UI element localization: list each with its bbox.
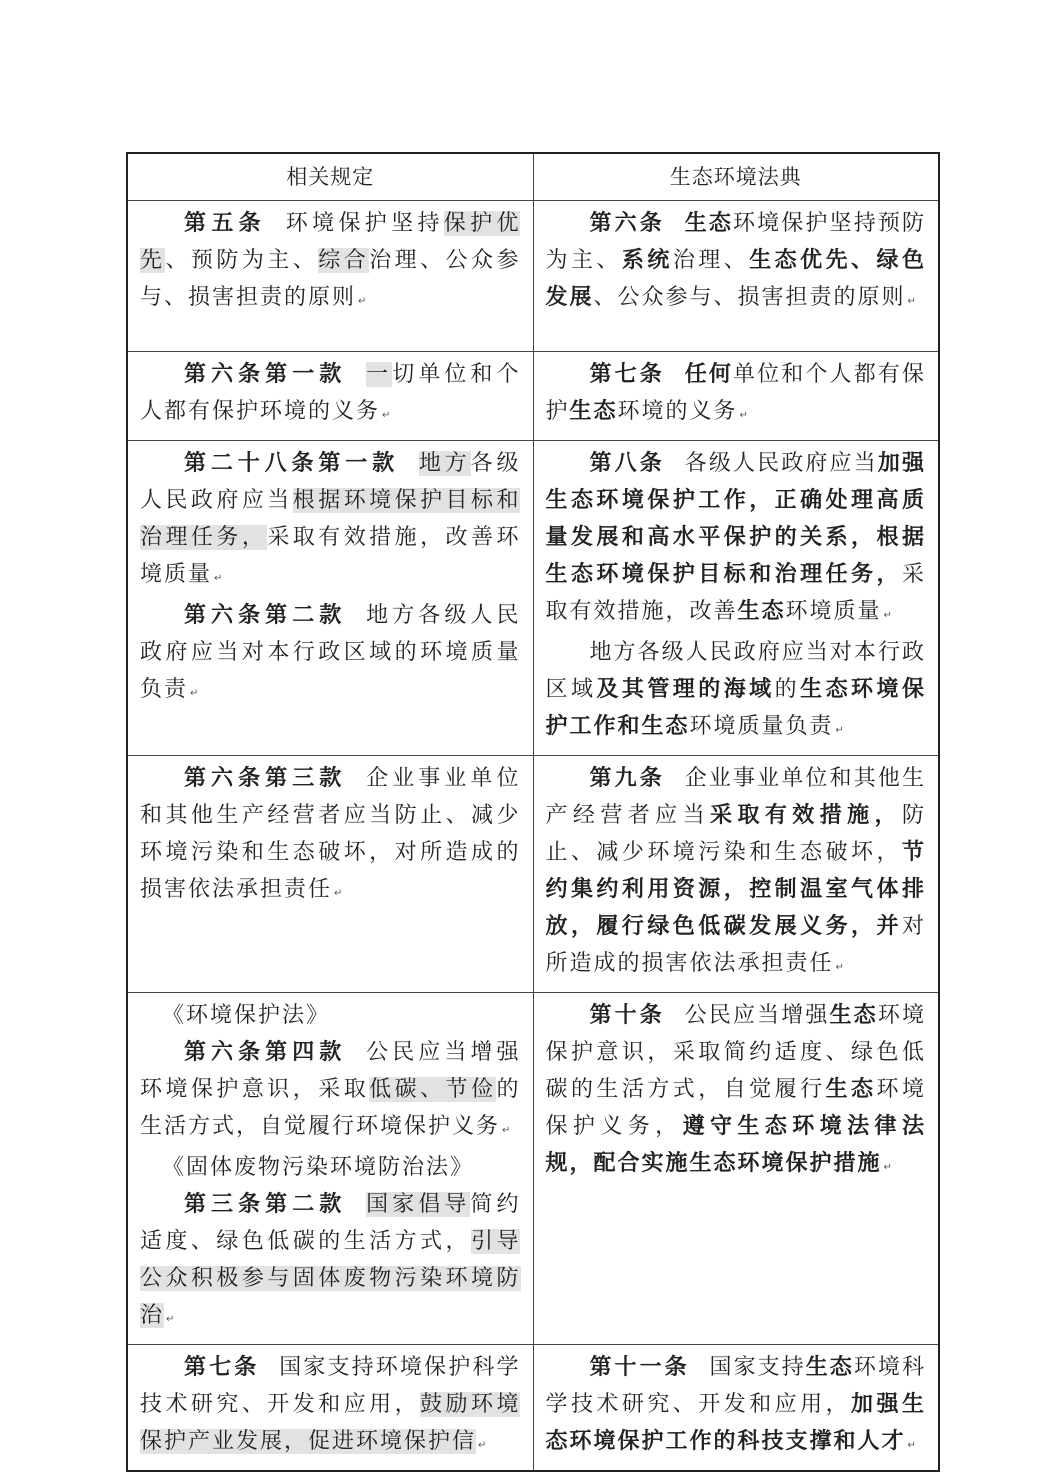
paragraph-mark-icon: ↵ <box>190 688 199 699</box>
text-segment: 地方各级人民政府应当对本行政区域的环境质量负责 <box>140 603 521 702</box>
table-row <box>127 352 939 441</box>
text-segment: 企业事业单位和其他生产经营者应当 <box>545 766 926 828</box>
bold-text: 遵守生态环境法律法规，配合实施生态环境保护措施 <box>545 1114 926 1176</box>
text-segment: 公民应当增强环境保护意识，采取 <box>140 1040 521 1102</box>
text-segment: 治理、 <box>672 248 750 273</box>
provision-paragraph <box>140 445 521 597</box>
table-row <box>127 441 939 756</box>
paragraph-mark-icon: ↵ <box>478 1440 487 1451</box>
provision-paragraph <box>140 1186 521 1338</box>
paragraph-mark-icon: ↵ <box>358 296 367 307</box>
article-number: 第七条 <box>589 362 665 387</box>
article-number: 第十条 <box>589 1003 665 1028</box>
bold-text: 节约集约利用资源，控制温室气体排放，履行绿色低碳发展义务，并 <box>545 840 926 939</box>
provision-paragraph <box>140 356 521 434</box>
paragraph-mark-icon: ↵ <box>907 296 916 307</box>
bold-text: 系统 <box>621 248 673 273</box>
provision-paragraph <box>140 205 521 320</box>
cell-right <box>533 1345 939 1472</box>
text-segment: 、预防为主、 <box>165 248 319 273</box>
paragraph-mark-icon: ↵ <box>739 410 748 421</box>
bold-text: 生态 <box>569 399 618 424</box>
paragraph-mark-icon: ↵ <box>166 1314 175 1325</box>
provision-paragraph <box>546 1349 927 1464</box>
article-number: 第十一条 <box>589 1355 690 1380</box>
text-segment: 环境保护坚持 <box>285 211 444 236</box>
article-number: 第三条第二款 <box>184 1192 347 1217</box>
table-row <box>127 756 939 993</box>
paragraph-mark-icon: ↵ <box>883 1162 892 1173</box>
bold-text: 生态优先、绿色发展 <box>545 248 926 310</box>
bold-text: 生态 <box>684 211 733 236</box>
bold-text: 加强生态环境保护工作的科技支撑和人才 <box>545 1392 926 1454</box>
header-row <box>127 153 939 201</box>
highlighted-text: 一 <box>366 362 393 387</box>
highlighted-text: 低碳、节俭 <box>369 1077 497 1102</box>
highlighted-text: 国家倡导 <box>366 1192 471 1217</box>
bold-text: 生态环境保护工作和生态 <box>545 677 926 739</box>
paragraph-mark-icon: ↵ <box>907 1440 916 1451</box>
provision-paragraph <box>140 1034 521 1149</box>
article-number: 第六条 <box>589 211 665 236</box>
text-segment: 的生活方式，自觉履行环境保护义务 <box>140 1077 521 1139</box>
text-segment: 各级人民政府应当 <box>140 451 521 513</box>
cell-right <box>533 756 939 993</box>
text-segment: 、公众参与、损害担责的原则 <box>593 285 906 310</box>
paragraph-mark-icon: ↵ <box>382 410 391 421</box>
text-segment: 企业事业单位和其他生产经营者应当防止、减少环境污染和生态破坏，对所造成的损害依法承担责任 <box>140 766 521 902</box>
highlighted-text: 地方 <box>418 451 471 476</box>
article-number: 第二十八条第一款 <box>184 451 400 476</box>
paragraph-mark-icon: ↵ <box>334 888 343 899</box>
article-number: 第七条 <box>184 1355 260 1380</box>
text-segment: 环境保护坚持预防为主、 <box>545 211 926 273</box>
table-row <box>127 201 939 352</box>
text-segment: 环境保护意识，采取简约适度、绿色低碳的生活方式，自觉履行 <box>545 1003 926 1102</box>
provision-paragraph <box>140 597 521 712</box>
header-eco-code: 生态环境法典 <box>533 153 939 201</box>
paragraph-mark-icon: ↵ <box>502 1125 511 1136</box>
article-number: 第八条 <box>589 451 665 476</box>
text-segment: 对所造成的损害依法承担责任 <box>545 914 926 976</box>
provision-paragraph <box>546 356 927 434</box>
text-segment: 国家支持环境保护科学技术研究、开发和应用， <box>140 1355 521 1417</box>
article-number: 第九条 <box>589 766 665 791</box>
article-number: 第六条第一款 <box>184 362 347 387</box>
article-number: 第六条第二款 <box>184 603 347 628</box>
text-segment: 环境的义务 <box>617 399 738 424</box>
article-number: 第六条第四款 <box>184 1040 347 1065</box>
text-segment: 公民应当增强 <box>684 1003 830 1028</box>
text-segment: 环境质量负责 <box>689 714 834 739</box>
article-number: 第六条第三款 <box>184 766 347 791</box>
bold-text: 生态 <box>829 1003 878 1028</box>
text-segment: 采取有效措施，改善 <box>545 562 926 624</box>
cell-left <box>127 441 533 756</box>
table-row <box>127 993 939 1345</box>
text-segment: 治理、公众参与、损害担责的原则 <box>140 248 521 310</box>
bold-text: 加强生态环境保护工作，正确处理高质量发展和高水平保护的关系，根据生态环境保护目标和治理任务， <box>545 451 926 587</box>
provision-paragraph <box>546 445 927 634</box>
cell-right <box>533 352 939 441</box>
article-number: 第五条 <box>184 211 266 236</box>
text-segment: 简约适度、绿色低碳的生活方式， <box>140 1192 521 1254</box>
cell-left <box>127 201 533 352</box>
provision-paragraph <box>546 634 927 749</box>
bold-text: 任何 <box>684 362 733 387</box>
provision-paragraph <box>140 1349 521 1464</box>
text-segment: 的 <box>774 677 801 702</box>
text-segment: 国家支持 <box>709 1355 806 1380</box>
cell-left <box>127 756 533 993</box>
text-segment: 单位和个人都有保护 <box>545 362 926 424</box>
bold-text: 及其管理的海域 <box>596 677 775 702</box>
cell-left <box>127 352 533 441</box>
header-related-provisions: 相关规定 <box>127 153 533 201</box>
provision-paragraph <box>546 205 927 320</box>
bold-text: 生态 <box>737 599 786 624</box>
table-row <box>127 1345 939 1472</box>
text-segment: 各级人民政府应当 <box>684 451 878 476</box>
comparison-table <box>126 152 940 1472</box>
text-segment: 环境科学技术研究、开发和应用， <box>545 1355 926 1417</box>
text-segment: 防止、减少环境污染和生态破坏， <box>545 803 926 865</box>
text-segment: 采取有效措施，改善环境质量 <box>140 525 521 587</box>
paragraph-mark-icon: ↵ <box>214 573 223 584</box>
law-name: 《环境保护法》 <box>162 1003 331 1028</box>
paragraph-mark-icon: ↵ <box>835 725 844 736</box>
provision-paragraph <box>546 997 927 1186</box>
highlighted-text: 引导公众积极参与固体废物污染环境防治 <box>140 1229 521 1328</box>
paragraph-mark-icon: ↵ <box>883 610 892 621</box>
paragraph-mark-icon: ↵ <box>835 962 844 973</box>
bold-text: 生态 <box>825 1077 877 1102</box>
text-segment: 环境保护义务， <box>545 1077 926 1139</box>
cell-left <box>127 1345 533 1472</box>
cell-right <box>533 441 939 756</box>
text-segment: 环境质量 <box>785 599 882 624</box>
highlighted-text: 鼓励环境保护产业发展，促进环境保护信 <box>140 1392 521 1454</box>
provision-paragraph <box>140 760 521 912</box>
highlighted-text: 综合 <box>318 248 370 273</box>
cell-left <box>127 993 533 1345</box>
table-body <box>127 201 939 1472</box>
law-name: 《固体废物污染环境防治法》 <box>162 1155 475 1180</box>
highlighted-text: 根据环境保护目标和治理任务， <box>140 488 521 550</box>
text-segment: 切单位和个人都有保护环境的义务 <box>140 362 521 424</box>
text-segment: 地方各级人民政府应当对本行政区域 <box>545 640 926 702</box>
bold-text: 生态 <box>805 1355 854 1380</box>
bold-text: 采取有效措施， <box>710 803 902 828</box>
provision-paragraph <box>546 760 927 986</box>
highlighted-text: 保护优先 <box>140 211 521 273</box>
cell-right <box>533 993 939 1345</box>
cell-right <box>533 201 939 352</box>
